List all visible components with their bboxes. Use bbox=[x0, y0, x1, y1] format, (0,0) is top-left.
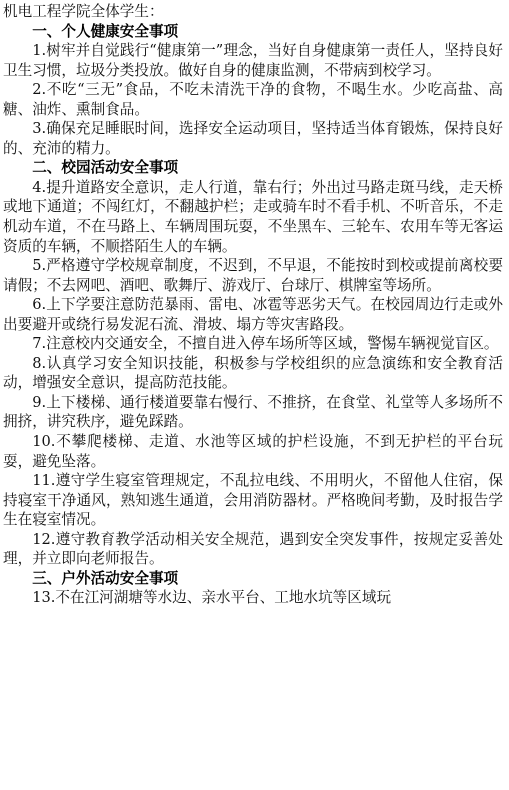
item-12-paragraph: 12.遵守教育教学活动相关安全规范，遇到安全突发事件，按规定妥善处理，并立即向老师报告。 bbox=[3, 530, 503, 568]
item-6-paragraph: 6.上下学要注意防范暴雨、雷电、冰雹等恶劣天气。在校园周边行走或外出要避开或绕行易发泥石流、滑坡、塌方等灾害路段。 bbox=[3, 296, 503, 333]
section-heading-campus-activity: 二、校园活动安全事项 bbox=[32, 159, 179, 177]
item-5-paragraph: 5.严格遵守学校规章制度，不迟到，不早退，不能按时到校或提前离校要请假；不去网吧、酒吧、歌舞厅、游戏厅、台球厅、棋牌室等场所。 bbox=[3, 257, 503, 294]
item-2-paragraph: 2.不吃“三无”食品，不吃未清洗干净的食物，不喝生水。少吃高盐、高糖、油炸、熏制食品。 bbox=[3, 81, 503, 118]
salutation: 机电工程学院全体学生： bbox=[3, 3, 164, 20]
item-1-paragraph: 1.树牢并自觉践行“健康第一”理念，当好自身健康第一责任人，坚持良好卫生习惯，垃圾分类投放。做好自身的健康监测，不带病到校学习。 bbox=[3, 42, 503, 79]
item-11-paragraph: 11.遵守学生寝室管理规定，不乱拉电线、不用明火，不留他人住宿，保持寝室干净通风，熟知逃生通道，会用消防器材。严格晚间考勤，及时报告学生在寝室情况。 bbox=[3, 472, 503, 529]
item-4-paragraph: 4.提升道路安全意识，走人行道，靠右行；外出过马路走斑马线，走天桥或地下通道；不闯红灯，不翻越护栏；走或骑车时不看手机、不听音乐，不走机动车道，不在马路上、车辆周围玩耍，不坐黑车、三轮车、农用车等无客运资质的车辆，不顺搭陌生人的车辆。 bbox=[3, 178, 503, 255]
item-8-paragraph: 8.认真学习安全知识技能，积极参与学校组织的应急演练和安全教育活动，增强安全意识，提高防范技能。 bbox=[3, 354, 503, 392]
item-13-paragraph: 13.不在江河湖塘等水边、亲水平台、工地水坑等区域玩 bbox=[32, 589, 392, 607]
item-9-paragraph: 9.上下楼梯、通行楼道要靠右慢行、不推挤，在食堂、礼堂等人多场所不拥挤，讲究秩序，避免踩踏。 bbox=[3, 393, 503, 431]
item-7-paragraph: 7.注意校内交通安全，不擅自进入停车场所等区域，警惕车辆视觉盲区。 bbox=[32, 335, 499, 353]
item-10-paragraph: 10.不攀爬楼梯、走道、水池等区域的护栏设施，不到无护栏的平台玩耍，避免坠落。 bbox=[3, 433, 503, 470]
section-heading-outdoor-activity: 三、户外活动安全事项 bbox=[32, 569, 179, 587]
section-heading-personal-health: 一、个人健康安全事项 bbox=[32, 22, 179, 40]
item-3-paragraph: 3.确保充足睡眠时间，选择安全运动项目，坚持适当体育锻炼，保持良好的、充沛的精力。 bbox=[3, 120, 503, 157]
